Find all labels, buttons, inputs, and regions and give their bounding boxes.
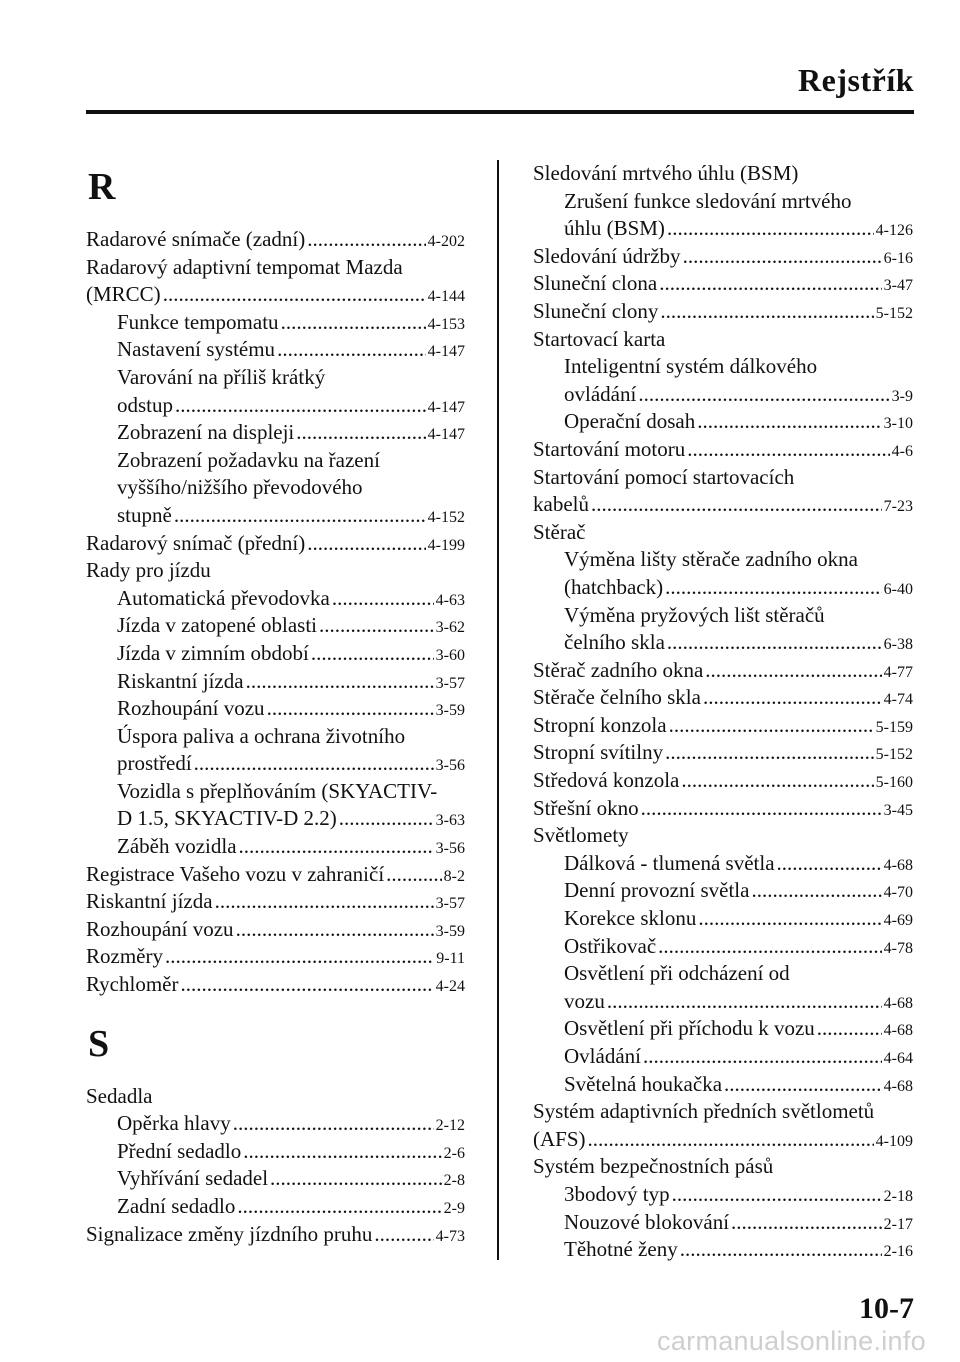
- page-reference: 4-78: [883, 939, 913, 957]
- entry-text: Riskantní jízda: [117, 668, 244, 693]
- page-reference: 4-64: [883, 1050, 913, 1067]
- page-reference: 4-77: [883, 663, 913, 681]
- index-subentry: [86, 309, 465, 337]
- index-subentry: [86, 750, 465, 778]
- index-subentry: [86, 1165, 465, 1193]
- index-subentry: [86, 833, 465, 861]
- index-subentry: [86, 640, 465, 668]
- entry-text: Startování pomocí startovacích: [533, 464, 795, 489]
- index-subentry: [86, 778, 465, 806]
- page-reference: 4-68: [883, 856, 913, 874]
- entry-text: Stěrače čelního skla: [533, 685, 701, 710]
- index-subentry: [533, 1071, 913, 1099]
- page-reference: 2-17: [883, 1215, 913, 1233]
- entry-text: Startovací karta: [533, 326, 666, 351]
- dot-leader: [174, 502, 426, 530]
- index-entry: [533, 326, 913, 354]
- page-reference: 4-199: [427, 536, 465, 554]
- index-subentry: [533, 574, 913, 602]
- index-subentry: [86, 364, 465, 392]
- page-reference: 4-147: [427, 426, 465, 444]
- entry-text: Operační dosah: [564, 409, 696, 434]
- dot-leader: [307, 530, 425, 558]
- entry-text: Rozhoupání vozu: [117, 696, 265, 721]
- entry-text: Zadní sedadlo: [117, 1194, 236, 1218]
- entry-text: Záběh vozidla: [117, 834, 237, 859]
- dot-leader: [698, 905, 881, 933]
- index-subentry: [533, 546, 913, 574]
- index-entry: [86, 557, 465, 585]
- index-subentry: [533, 353, 913, 381]
- page-reference: 3-56: [435, 840, 465, 858]
- index-subentry: [86, 585, 465, 613]
- page-reference: 4-69: [883, 912, 913, 930]
- index-subentry: [533, 381, 913, 409]
- column-divider: [497, 160, 499, 1260]
- index-column-left: [86, 160, 465, 1248]
- entry-text: Opěrka hlavy: [117, 1111, 231, 1136]
- index-subentry: [533, 988, 913, 1016]
- entry-text: Systém bezpečnostních pásů: [533, 1154, 774, 1179]
- index-subentry: [533, 877, 913, 905]
- page-reference: 3-10: [883, 415, 913, 433]
- entry-text: Osvětlení při odcházení od: [564, 961, 790, 986]
- entry-text: Startování motoru: [533, 436, 686, 461]
- page-reference: 4-109: [875, 1132, 913, 1150]
- page-reference: 7-23: [883, 498, 913, 516]
- dot-leader: [374, 1221, 433, 1249]
- dot-leader: [681, 767, 873, 795]
- dot-leader: [180, 971, 433, 999]
- index-list-s: [86, 1083, 465, 1249]
- entry-text: Ostřikovač: [564, 933, 657, 958]
- index-subentry: [533, 1181, 913, 1209]
- page-reference: 4-68: [883, 994, 913, 1012]
- page-reference: 3-59: [435, 922, 465, 940]
- page-reference: 9-11: [436, 950, 465, 968]
- section-heading-r: R: [88, 166, 116, 208]
- entry-text: Stropní svítilny: [533, 740, 664, 765]
- entry-text: Rozměry: [86, 944, 163, 969]
- section-heading-s: S: [88, 1022, 110, 1065]
- index-entry: [533, 684, 913, 712]
- entry-text: (hatchback): [564, 574, 664, 599]
- dot-leader: [660, 298, 873, 326]
- index-entry: [533, 767, 913, 795]
- page-reference: 2-18: [883, 1187, 913, 1205]
- entry-text: Zobrazení požadavku na řazení: [117, 447, 380, 472]
- watermark: carmanualsonline.info: [657, 1326, 926, 1356]
- entry-text: stupně: [117, 502, 172, 527]
- entry-text: Jízda v zimním období: [117, 640, 309, 665]
- index-subentry: [533, 408, 913, 436]
- dot-leader: [751, 877, 881, 905]
- entry-text: kabelů: [533, 492, 589, 517]
- entry-text: Stropní konzola: [533, 712, 667, 737]
- index-subentry: [86, 612, 465, 640]
- page-reference: 3-60: [435, 646, 465, 664]
- dot-leader: [319, 612, 434, 640]
- entry-text: Systém adaptivních předních světlometů: [533, 1099, 875, 1124]
- index-entry: [533, 243, 913, 271]
- dot-leader: [215, 888, 434, 916]
- entry-text: (MRCC): [86, 282, 161, 307]
- dot-leader: [175, 392, 426, 420]
- page-reference: 4-144: [427, 288, 465, 306]
- index-subentry: [86, 336, 465, 364]
- index-entry: [533, 739, 913, 767]
- page-number: 10-7: [859, 1292, 914, 1325]
- page-reference: 3-9: [891, 387, 913, 405]
- index-entry: [86, 1083, 465, 1111]
- page-title: Rejstřík: [798, 62, 914, 98]
- entry-text: odstup: [117, 392, 174, 417]
- index-subentry: [533, 960, 913, 988]
- entry-text: Sledování mrtvého úhlu (BSM): [533, 161, 799, 185]
- page-reference: 5-152: [875, 746, 913, 764]
- entry-text: Rady pro jízdu: [86, 558, 211, 583]
- index-subentry: [86, 392, 465, 420]
- page-reference: 4-24: [435, 978, 465, 996]
- index-subentry: [533, 629, 913, 657]
- index-entry: [533, 1153, 913, 1181]
- entry-text: úhlu (BSM): [564, 216, 665, 241]
- dot-leader: [246, 668, 434, 696]
- index-entry: [533, 160, 913, 188]
- page-reference: 3-56: [435, 757, 465, 775]
- index-subentry: [533, 602, 913, 630]
- dot-leader: [237, 1193, 441, 1221]
- index-entry: [533, 822, 913, 850]
- entry-text: Varování na příliš krátký: [117, 364, 326, 389]
- entry-text: Jízda v zatopené oblasti: [117, 613, 318, 638]
- dot-leader: [687, 436, 889, 464]
- index-entry: [86, 226, 465, 254]
- entry-text: vozu: [564, 988, 605, 1013]
- page-reference: 6-38: [883, 636, 913, 654]
- index-subentry: [533, 1015, 913, 1043]
- page-reference: 8-2: [443, 867, 465, 885]
- entry-text: Přední sedadlo: [117, 1138, 242, 1163]
- index-subentry: [86, 723, 465, 751]
- index-list-r: [86, 226, 465, 999]
- dot-leader: [607, 988, 882, 1016]
- index-entry: [86, 281, 465, 309]
- page-reference: 3-63: [435, 812, 465, 830]
- index-subentry: [86, 502, 465, 530]
- entry-text: Úspora paliva a ochrana životního: [117, 723, 406, 748]
- index-entry: [533, 657, 913, 685]
- dot-leader: [339, 805, 434, 833]
- page-reference: 4-6: [891, 442, 913, 460]
- index-list-right: [533, 160, 913, 1264]
- page-reference: 2-9: [443, 1200, 465, 1217]
- entry-text: Zrušení funkce sledování mrtvého: [564, 188, 852, 213]
- index-entry: [86, 943, 465, 971]
- index-entry: [533, 519, 913, 547]
- entry-text: Riskantní jízda: [86, 889, 213, 914]
- index-subentry: [86, 695, 465, 723]
- page-reference: 4-202: [427, 233, 465, 250]
- dot-leader: [658, 933, 882, 961]
- page-reference: 4-63: [435, 591, 465, 609]
- entry-text: Signalizace změny jízdního pruhu: [86, 1221, 373, 1246]
- page-reference: 2-6: [443, 1144, 465, 1162]
- entry-text: čelního skla: [564, 630, 665, 655]
- page-reference: 4-68: [883, 1077, 913, 1095]
- dot-leader: [697, 408, 881, 436]
- dot-leader: [731, 1209, 882, 1237]
- entry-text: Vyhřívání sedadel: [117, 1166, 269, 1191]
- dot-leader: [267, 695, 434, 723]
- entry-text: Funkce tempomatu: [117, 309, 279, 334]
- entry-text: Automatická převodovka: [117, 585, 330, 610]
- entry-text: Denní provozní světla: [564, 878, 750, 903]
- entry-text: Sluneční clony: [533, 298, 659, 323]
- entry-text: prostředí: [117, 751, 192, 776]
- entry-text: Inteligentní systém dálkového: [564, 354, 818, 379]
- entry-text: (AFS): [533, 1126, 586, 1151]
- entry-text: Registrace Vašeho vozu v zahraničí: [86, 861, 385, 886]
- index-entry: [533, 298, 913, 326]
- page-reference: 6-40: [883, 580, 913, 598]
- page-reference: 2-12: [435, 1117, 465, 1135]
- dot-leader: [705, 657, 881, 685]
- page-reference: 2-16: [883, 1243, 913, 1261]
- index-entry: [533, 491, 913, 519]
- dot-leader: [683, 243, 882, 271]
- index-subentry: [86, 474, 465, 502]
- entry-text: Výměna lišty stěrače zadního okna: [564, 547, 858, 572]
- index-entry: [86, 530, 465, 558]
- dot-leader: [641, 795, 882, 823]
- dot-leader: [643, 1043, 882, 1071]
- index-entry: [86, 888, 465, 916]
- dot-leader: [665, 574, 882, 602]
- index-subentry: [533, 188, 913, 216]
- dot-leader: [667, 215, 874, 243]
- dot-leader: [386, 861, 442, 889]
- page-reference: 4-126: [875, 222, 913, 240]
- entry-text: Nastavení systému: [117, 337, 276, 362]
- dot-leader: [233, 1110, 434, 1138]
- page-reference: 5-159: [875, 718, 913, 736]
- index-subentry: [86, 1110, 465, 1138]
- page-reference: 4-73: [435, 1227, 465, 1245]
- dot-leader: [638, 381, 889, 409]
- dot-leader: [243, 1138, 441, 1166]
- page-reference: 3-62: [435, 619, 465, 637]
- index-entry: [533, 712, 913, 740]
- dot-leader: [591, 491, 882, 519]
- dot-leader: [680, 1236, 882, 1264]
- index-column-right: [533, 160, 913, 1264]
- header-rule: [86, 110, 914, 114]
- index-subentry: [86, 1138, 465, 1166]
- entry-text: Rychloměr: [86, 972, 179, 997]
- page-reference: 4-74: [883, 691, 913, 709]
- entry-text: Radarový snímač (přední): [86, 530, 306, 555]
- index-entry: [533, 464, 913, 492]
- index-entry: [86, 916, 465, 944]
- dot-leader: [296, 419, 425, 447]
- dot-leader: [165, 943, 434, 971]
- index-entry: [533, 436, 913, 464]
- index-subentry: [86, 805, 465, 833]
- entry-text: Střešní okno: [533, 795, 639, 820]
- dot-leader: [270, 1165, 442, 1193]
- index-subentry: [533, 850, 913, 878]
- entry-text: Radarový adaptivní tempomat Mazda: [86, 254, 403, 279]
- entry-text: Stěrač zadního okna: [533, 657, 704, 682]
- entry-text: Středová konzola: [533, 768, 680, 793]
- entry-text: 3bodový typ: [564, 1181, 670, 1206]
- dot-leader: [194, 750, 434, 778]
- page-reference: 4-68: [883, 1022, 913, 1040]
- dot-leader: [588, 1126, 874, 1154]
- entry-text: Nouzové blokování: [564, 1209, 730, 1234]
- entry-text: Sledování údržby: [533, 243, 681, 268]
- index-entry: [533, 1126, 913, 1154]
- entry-text: Vozidla s přeplňováním (SKYACTIV-: [117, 778, 438, 803]
- page-reference: 6-16: [883, 249, 913, 267]
- entry-text: Ovládání: [564, 1044, 641, 1068]
- index-entry: [86, 861, 465, 889]
- entry-text: Sedadla: [86, 1083, 153, 1108]
- page-reference: 4-70: [883, 884, 913, 902]
- dot-leader: [672, 1181, 882, 1209]
- dot-leader: [817, 1015, 882, 1043]
- index-subentry: [533, 1236, 913, 1264]
- index-subentry: [86, 668, 465, 696]
- index-subentry: [86, 419, 465, 447]
- entry-text: ovládání: [564, 381, 637, 406]
- page-reference: 4-152: [427, 508, 465, 526]
- dot-leader: [163, 281, 426, 309]
- entry-text: Radarové snímače (zadní): [86, 227, 306, 251]
- entry-text: Rozhoupání vozu: [86, 916, 234, 941]
- dot-leader: [724, 1071, 882, 1099]
- entry-text: Výměna pryžových lišt stěračů: [564, 602, 825, 627]
- page-reference: 4-147: [427, 398, 465, 416]
- index-subentry: [533, 905, 913, 933]
- page-reference: 3-57: [435, 895, 465, 913]
- index-subentry: [533, 1043, 913, 1071]
- index-entry: [533, 795, 913, 823]
- index-subentry: [86, 1193, 465, 1221]
- entry-text: Sluneční clona: [533, 271, 658, 296]
- index-entry: [533, 1098, 913, 1126]
- index-entry: [86, 1221, 465, 1249]
- entry-text: Stěrač: [533, 519, 586, 544]
- page-reference: 3-57: [435, 674, 465, 692]
- index-subentry: [533, 215, 913, 243]
- entry-text: D 1.5, SKYACTIV-D 2.2): [117, 806, 337, 831]
- page-reference: 4-153: [427, 315, 465, 333]
- dot-leader: [703, 684, 882, 712]
- dot-leader: [239, 833, 434, 861]
- dot-leader: [281, 309, 426, 337]
- entry-text: vyššího/nižšího převodového: [117, 475, 363, 500]
- index-subentry: [86, 447, 465, 475]
- page-reference: 2-8: [443, 1172, 465, 1190]
- page-reference: 3-45: [883, 801, 913, 819]
- dot-leader: [236, 916, 434, 944]
- page-reference: 4-147: [427, 343, 465, 361]
- dot-leader: [332, 585, 434, 613]
- entry-text: Těhotné ženy: [564, 1237, 678, 1262]
- entry-text: Světelná houkačka: [564, 1071, 723, 1096]
- page-reference: 3-59: [435, 702, 465, 720]
- index-entry: [86, 971, 465, 999]
- dot-leader: [667, 629, 882, 657]
- index-entry: [533, 270, 913, 298]
- dot-leader: [277, 336, 426, 364]
- dot-leader: [777, 850, 882, 878]
- dot-leader: [665, 739, 874, 767]
- dot-leader: [669, 712, 874, 740]
- dot-leader: [311, 640, 434, 668]
- page-reference: 3-47: [883, 277, 913, 295]
- entry-text: Dálková - tlumená světla: [564, 850, 775, 875]
- index-entry: [86, 254, 465, 282]
- dot-leader: [307, 226, 425, 254]
- entry-text: Zobrazení na displeji: [117, 420, 295, 445]
- entry-text: Světlomety: [533, 823, 629, 848]
- index-subentry: [533, 933, 913, 961]
- entry-text: Korekce sklonu: [564, 906, 697, 931]
- dot-leader: [659, 270, 881, 298]
- page-reference: 5-152: [875, 304, 913, 322]
- index-subentry: [533, 1209, 913, 1237]
- entry-text: Osvětlení při příchodu k vozu: [564, 1016, 815, 1041]
- page-reference: 5-160: [875, 774, 913, 792]
